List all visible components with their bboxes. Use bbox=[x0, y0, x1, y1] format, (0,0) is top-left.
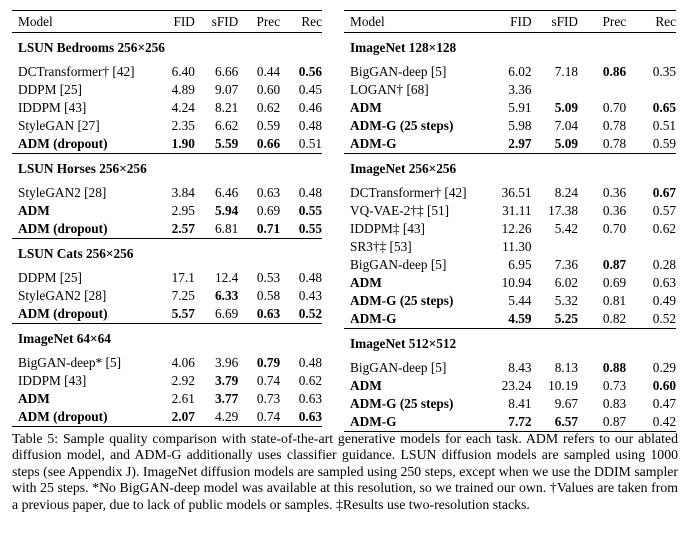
cell-rec: 0.55 bbox=[298, 203, 322, 218]
cell-model: ADM bbox=[18, 203, 50, 218]
header-row bbox=[344, 11, 676, 33]
table-row bbox=[12, 63, 322, 81]
table-row bbox=[12, 220, 322, 239]
cell-sfid: 3.79 bbox=[215, 373, 239, 388]
results-table bbox=[12, 10, 322, 427]
section-header bbox=[344, 329, 676, 360]
cell-prec: 0.63 bbox=[256, 185, 281, 200]
table-row bbox=[12, 99, 322, 117]
cell-rec: 0.57 bbox=[652, 203, 676, 218]
cell-model: IDDPM [43] bbox=[18, 100, 87, 115]
cell-fid: 2.92 bbox=[171, 373, 195, 388]
cell-fid: 1.90 bbox=[171, 136, 195, 151]
cell-rec: 0.28 bbox=[652, 257, 676, 272]
table-row bbox=[12, 390, 322, 408]
cell-fid: 6.02 bbox=[508, 64, 532, 79]
cell-rec: 0.63 bbox=[298, 391, 322, 406]
cell-model: LOGAN† [68] bbox=[350, 82, 429, 97]
cell-prec: 0.78 bbox=[602, 136, 627, 151]
cell-rec: 0.55 bbox=[298, 221, 322, 236]
cell-sfid: 5.42 bbox=[554, 221, 579, 236]
cell-sfid: 6.57 bbox=[532, 413, 578, 432]
cell-rec: 0.46 bbox=[298, 100, 322, 115]
cell-sfid: 8.21 bbox=[215, 100, 239, 115]
cell-model: DDPM [25] bbox=[18, 270, 82, 285]
cell-model: StyleGAN2 [28] bbox=[18, 185, 107, 200]
cell-sfid: 3.77 bbox=[215, 391, 239, 406]
cell-prec bbox=[578, 238, 626, 256]
cell-fid: 12.26 bbox=[501, 221, 532, 236]
column-header-prec: Prec bbox=[602, 14, 627, 29]
cell-rec: 0.48 bbox=[298, 355, 322, 370]
cell-fid: 23.24 bbox=[501, 378, 532, 393]
table-row bbox=[344, 310, 676, 329]
cell-rec: 0.51 bbox=[298, 136, 322, 151]
table-row bbox=[344, 274, 676, 292]
table-row bbox=[344, 220, 676, 238]
cell-model: BigGAN-deep [5] bbox=[350, 64, 447, 79]
cell-prec: 0.74 bbox=[238, 408, 280, 427]
cell-model: ADM-G bbox=[350, 136, 397, 151]
cell-sfid: 6.81 bbox=[215, 221, 239, 236]
column-header-fid: FID bbox=[510, 14, 532, 29]
section-header bbox=[12, 154, 322, 185]
cell-model: ADM bbox=[350, 378, 382, 393]
table-row bbox=[344, 377, 676, 395]
cell-model: IDDPM [43] bbox=[18, 373, 87, 388]
cell-model: ADM-G bbox=[350, 311, 397, 326]
cell-prec: 0.36 bbox=[602, 203, 627, 218]
cell-sfid bbox=[532, 238, 578, 256]
cell-rec: 0.48 bbox=[298, 185, 322, 200]
cell-sfid: 5.94 bbox=[215, 203, 239, 218]
cell-prec: 0.86 bbox=[602, 64, 627, 79]
cell-prec: 0.44 bbox=[256, 64, 281, 79]
section-title: ImageNet 128×128 bbox=[350, 40, 457, 55]
section-header bbox=[12, 33, 322, 64]
cell-sfid: 4.29 bbox=[195, 408, 238, 427]
table-row bbox=[12, 184, 322, 202]
cell-model: VQ-VAE-2†‡ [51] bbox=[350, 203, 450, 218]
cell-model: DDPM [25] bbox=[18, 82, 82, 97]
cell-sfid: 7.18 bbox=[554, 64, 579, 79]
table-row bbox=[12, 202, 322, 220]
cell-fid: 5.44 bbox=[508, 293, 532, 308]
cell-rec: 0.62 bbox=[298, 373, 322, 388]
cell-prec: 0.69 bbox=[256, 203, 281, 218]
cell-rec: 0.63 bbox=[652, 275, 676, 290]
table-row bbox=[344, 413, 676, 432]
table-row bbox=[12, 408, 322, 427]
cell-rec: 0.65 bbox=[652, 100, 676, 115]
column-header-rec: Rec bbox=[301, 14, 322, 29]
cell-sfid: 6.02 bbox=[554, 275, 579, 290]
cell-fid: 2.95 bbox=[171, 203, 195, 218]
cell-fid: 7.25 bbox=[171, 288, 195, 303]
cell-fid: 2.97 bbox=[508, 136, 532, 151]
cell-sfid: 5.09 bbox=[554, 100, 579, 115]
cell-rec: 0.48 bbox=[298, 270, 322, 285]
cell-fid: 3.36 bbox=[508, 82, 532, 97]
table-row bbox=[344, 99, 676, 117]
cell-fid: 4.06 bbox=[171, 355, 195, 370]
cell-model: ADM-G (25 steps) bbox=[350, 118, 454, 133]
cell-model: DCTransformer† [42] bbox=[350, 185, 467, 200]
cell-prec: 0.62 bbox=[256, 100, 281, 115]
cell-prec: 0.88 bbox=[602, 360, 627, 375]
cell-rec: 0.42 bbox=[626, 413, 676, 432]
cell-fid: 31.11 bbox=[502, 203, 532, 218]
cell-sfid: 7.04 bbox=[554, 118, 579, 133]
cell-fid: 4.59 bbox=[508, 311, 532, 326]
cell-prec: 0.69 bbox=[602, 275, 627, 290]
cell-fid: 6.40 bbox=[171, 64, 195, 79]
cell-fid: 17.1 bbox=[171, 270, 195, 285]
cell-sfid: 5.09 bbox=[554, 136, 579, 151]
cell-model: ADM bbox=[18, 391, 50, 406]
cell-sfid: 10.19 bbox=[548, 378, 579, 393]
cell-prec: 0.73 bbox=[602, 378, 627, 393]
table-row bbox=[12, 269, 322, 287]
table-row bbox=[344, 238, 676, 256]
table-row bbox=[344, 117, 676, 135]
cell-model: ADM bbox=[350, 275, 382, 290]
cell-model: ADM-G (25 steps) bbox=[350, 293, 454, 308]
cell-prec: 0.59 bbox=[256, 118, 281, 133]
section-title: ImageNet 512×512 bbox=[344, 329, 676, 360]
cell-model: ADM-G bbox=[344, 413, 487, 432]
cell-prec: 0.78 bbox=[602, 118, 627, 133]
section-title: LSUN Horses 256×256 bbox=[12, 154, 322, 185]
table-row bbox=[344, 184, 676, 202]
cell-rec: 0.49 bbox=[652, 293, 676, 308]
cell-rec: 0.52 bbox=[652, 311, 676, 326]
column-header-rec: Rec bbox=[655, 14, 676, 29]
table-row bbox=[12, 372, 322, 390]
section-title: ImageNet 64×64 bbox=[12, 324, 322, 355]
table-row bbox=[12, 81, 322, 99]
cell-model: ADM-G (25 steps) bbox=[350, 396, 454, 411]
cell-prec: 0.63 bbox=[256, 306, 281, 321]
cell-model: IDDPM‡ [43] bbox=[350, 221, 425, 236]
cell-sfid: 3.96 bbox=[215, 355, 239, 370]
left-results-table bbox=[12, 10, 322, 427]
table-row bbox=[344, 135, 676, 154]
cell-fid: 6.95 bbox=[508, 257, 532, 272]
column-header-model: Model bbox=[18, 14, 53, 29]
cell-rec: 0.45 bbox=[298, 82, 322, 97]
cell-sfid: 6.62 bbox=[215, 118, 239, 133]
cell-prec: 0.73 bbox=[256, 391, 281, 406]
cell-model: BigGAN-deep* [5] bbox=[18, 355, 122, 370]
cell-fid: 5.98 bbox=[508, 118, 532, 133]
section-header bbox=[344, 33, 676, 64]
section-title: LSUN Cats 256×256 bbox=[12, 239, 322, 270]
cell-prec: 0.87 bbox=[578, 413, 626, 432]
cell-sfid: 12.4 bbox=[215, 270, 239, 285]
cell-sfid: 8.24 bbox=[554, 185, 579, 200]
column-header-prec: Prec bbox=[256, 14, 281, 29]
cell-prec: 0.82 bbox=[602, 311, 627, 326]
table-row bbox=[344, 63, 676, 81]
cell-fid: 4.24 bbox=[171, 100, 195, 115]
cell-rec: 0.48 bbox=[298, 118, 322, 133]
cell-model: ADM (dropout) bbox=[12, 408, 153, 427]
table-row bbox=[344, 359, 676, 377]
cell-sfid: 7.36 bbox=[554, 257, 579, 272]
table-row bbox=[344, 202, 676, 220]
cell-model: SR3†‡ [53] bbox=[350, 239, 412, 254]
column-header-sfid: sFID bbox=[551, 14, 579, 29]
results-table bbox=[344, 10, 676, 432]
cell-rec: 0.63 bbox=[280, 408, 322, 427]
table-row bbox=[344, 256, 676, 274]
cell-fid: 2.07 bbox=[153, 408, 195, 427]
cell-fid: 2.61 bbox=[171, 391, 195, 406]
cell-rec bbox=[626, 81, 676, 99]
table-row bbox=[344, 81, 676, 99]
table-row bbox=[12, 287, 322, 305]
right-results-table bbox=[344, 10, 676, 432]
cell-fid: 3.84 bbox=[171, 185, 195, 200]
cell-prec: 0.60 bbox=[256, 82, 281, 97]
cell-prec: 0.79 bbox=[256, 355, 281, 370]
cell-prec: 0.87 bbox=[602, 257, 627, 272]
section-header bbox=[12, 324, 322, 355]
cell-sfid: 8.13 bbox=[554, 360, 579, 375]
cell-sfid: 9.07 bbox=[215, 82, 239, 97]
cell-prec: 0.58 bbox=[256, 288, 281, 303]
table-caption bbox=[12, 431, 678, 513]
cell-rec: 0.67 bbox=[652, 185, 676, 200]
cell-prec: 0.53 bbox=[256, 270, 281, 285]
cell-rec: 0.59 bbox=[652, 136, 676, 151]
cell-prec: 0.70 bbox=[602, 221, 627, 236]
cell-sfid: 6.33 bbox=[215, 288, 239, 303]
caption-text: Table 5: Sample quality comparison with state-of-the-art generative models for each task. ADM refers to our ablated diffusion model, and ADM-G additionally uses classifier guidance. LSUN diffusion models are sampled using 1000 steps (see Appendix J). ImageNet diffusion models are sampled using 250 steps, except when we use the DDIM sampler with 25 steps. *No BigGAN-deep model was available at this resolution, so we trained our own. †Values are taken from a previous paper, due to lack of public models or samples. ‡Results use two-resolution stacks. bbox=[12, 431, 678, 512]
cell-fid: 2.35 bbox=[171, 118, 195, 133]
cell-prec: 0.70 bbox=[602, 100, 627, 115]
table-row bbox=[12, 117, 322, 135]
cell-fid: 8.43 bbox=[508, 360, 532, 375]
cell-rec: 0.56 bbox=[298, 64, 322, 79]
cell-sfid: 17.38 bbox=[548, 203, 579, 218]
cell-prec: 0.83 bbox=[602, 396, 627, 411]
section-title: ImageNet 256×256 bbox=[344, 154, 676, 185]
cell-fid: 11.30 bbox=[502, 239, 532, 254]
cell-model: BigGAN-deep [5] bbox=[350, 257, 447, 272]
cell-fid: 5.57 bbox=[171, 306, 195, 321]
cell-sfid: 5.32 bbox=[554, 293, 579, 308]
table-row bbox=[12, 354, 322, 372]
cell-sfid: 6.66 bbox=[215, 64, 239, 79]
cell-model: StyleGAN2 [28] bbox=[18, 288, 107, 303]
cell-fid: 8.41 bbox=[508, 396, 532, 411]
table-row bbox=[12, 135, 322, 154]
cell-rec: 0.29 bbox=[652, 360, 676, 375]
cell-model: StyleGAN [27] bbox=[18, 118, 100, 133]
cell-rec: 0.35 bbox=[652, 64, 676, 79]
cell-prec: 0.36 bbox=[602, 185, 627, 200]
cell-model: DCTransformer† [42] bbox=[18, 64, 135, 79]
cell-sfid: 6.69 bbox=[215, 306, 239, 321]
cell-fid: 10.94 bbox=[501, 275, 532, 290]
cell-prec bbox=[578, 81, 626, 99]
cell-sfid: 6.46 bbox=[215, 185, 239, 200]
cell-prec: 0.71 bbox=[256, 221, 281, 236]
cell-model: ADM bbox=[350, 100, 382, 115]
cell-model: BigGAN-deep [5] bbox=[350, 360, 447, 375]
cell-fid: 5.91 bbox=[508, 100, 532, 115]
cell-model: ADM (dropout) bbox=[18, 221, 108, 236]
cell-rec: 0.60 bbox=[652, 378, 676, 393]
cell-rec: 0.43 bbox=[298, 288, 322, 303]
cell-prec: 0.74 bbox=[256, 373, 281, 388]
section-title: LSUN Bedrooms 256×256 bbox=[18, 40, 165, 55]
cell-fid: 2.57 bbox=[171, 221, 195, 236]
cell-fid: 36.51 bbox=[501, 185, 532, 200]
cell-rec: 0.51 bbox=[652, 118, 676, 133]
cell-model: ADM (dropout) bbox=[18, 306, 108, 321]
table-row bbox=[344, 395, 676, 413]
cell-sfid bbox=[532, 81, 578, 99]
cell-sfid: 9.67 bbox=[554, 396, 579, 411]
cell-fid: 4.89 bbox=[171, 82, 195, 97]
cell-sfid: 5.59 bbox=[215, 136, 239, 151]
section-header bbox=[344, 154, 676, 185]
table-row bbox=[344, 292, 676, 310]
cell-prec: 0.66 bbox=[256, 136, 281, 151]
column-header-model: Model bbox=[350, 14, 385, 29]
cell-prec: 0.81 bbox=[602, 293, 627, 308]
cell-rec: 0.47 bbox=[652, 396, 676, 411]
column-header-sfid: sFID bbox=[211, 14, 239, 29]
header-row bbox=[12, 11, 322, 33]
section-header bbox=[12, 239, 322, 270]
cell-sfid: 5.25 bbox=[554, 311, 579, 326]
column-header-fid: FID bbox=[173, 14, 195, 29]
cell-rec: 0.52 bbox=[298, 306, 322, 321]
table-row bbox=[12, 305, 322, 324]
cell-fid: 7.72 bbox=[487, 413, 532, 432]
cell-rec: 0.62 bbox=[652, 221, 676, 236]
cell-model: ADM (dropout) bbox=[18, 136, 108, 151]
cell-rec bbox=[626, 238, 676, 256]
